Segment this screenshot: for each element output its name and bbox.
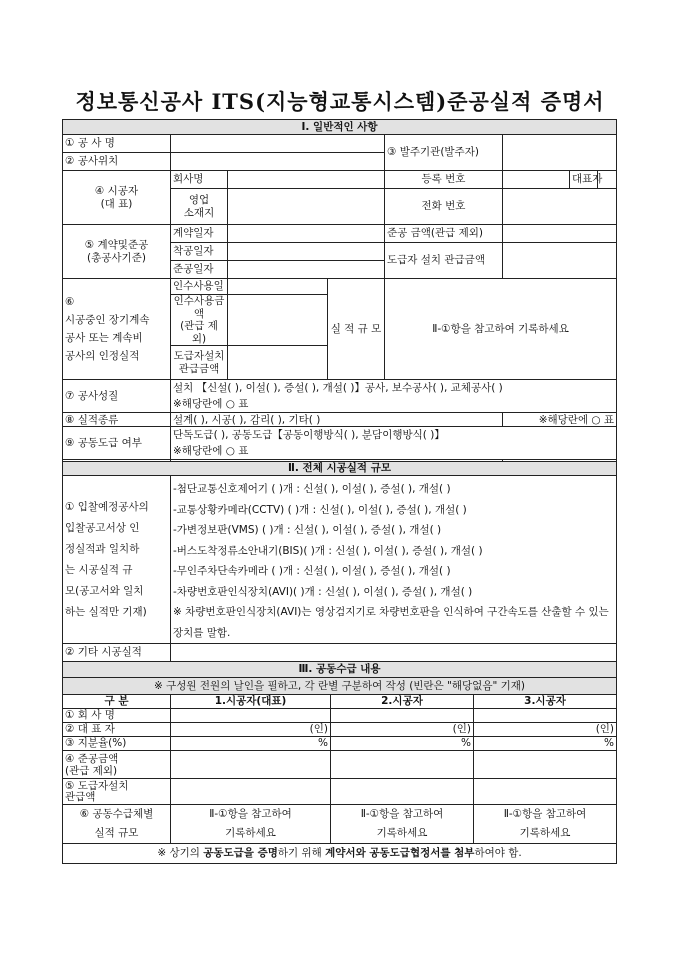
section-3-header: Ⅲ. 공동수급 내용: [63, 662, 617, 678]
jv-scale-note-3: Ⅱ-①항을 참고하여 기록하세요: [474, 805, 617, 844]
representative-label: 대표자: [570, 171, 598, 189]
acceptance-date-label: 인수사용일: [171, 279, 228, 295]
jv-share-2[interactable]: %: [331, 737, 474, 751]
footnote-middle: 하기 위해: [277, 847, 326, 860]
gov-supply-amount-label: 도급자 설치 관급금액: [385, 243, 503, 279]
contract-date-field[interactable]: [228, 225, 385, 243]
construction-nature-note: ※해당란에 ○ 표: [173, 398, 249, 411]
avi-definition-note: ※ 차량번호판인식장치(AVI)는 영상검지기로 차량번호판을 인식하여 구간속도를 산출할 수 있는 장치를 말함.: [173, 606, 609, 639]
phone-number-field[interactable]: [503, 189, 617, 225]
item-traffic-signal-controller: -첨단교통신호제어기 ( )개 : 신설( ), 이설( ), 증설( ), 개설( ): [173, 483, 451, 495]
division-header: 구 분: [63, 695, 171, 709]
jv-seal-3[interactable]: (인): [474, 723, 617, 737]
section-3-subnote: ※ 구성원 전원의 날인을 필하고, 각 란별 구분하여 작성 (빈란은 "해당없음" 기재): [63, 678, 617, 695]
contractor-label: ④ 시공자 (대 표): [63, 171, 171, 225]
jv-gov-2[interactable]: [331, 779, 474, 805]
gov-supply-amount-field[interactable]: [503, 243, 617, 279]
start-date-field[interactable]: [228, 243, 385, 261]
completion-amount-field[interactable]: [503, 225, 617, 243]
footnote-suffix: 하여야 함.: [474, 847, 522, 860]
page-title: 정보통신공사 ITS(지능형교통시스템)준공실적 증명서: [75, 89, 605, 114]
item-traffic-cctv: -교통상황카메라(CCTV) ( )개 : 신설( ), 이설( ), 증설( ), 개설( ): [173, 503, 467, 516]
acceptance-amount-field[interactable]: [228, 295, 328, 346]
item-avi: -차량번호판인식장치(AVI)( )개 : 신설( ), 이설( ), 증설( ), 개설( ): [173, 585, 473, 598]
project-name-field[interactable]: [171, 135, 385, 153]
jv-scale-label: ⑥ 공동수급체별 실적 규모: [63, 805, 171, 844]
qualifying-scale-field[interactable]: [171, 476, 617, 644]
long-term-project-label: ⑥ 시공중인 장기계속 공사 또는 계속비 공사의 인정실적: [63, 279, 171, 380]
office-address-field[interactable]: [228, 189, 385, 225]
end-date-label: 준공일자: [171, 261, 228, 279]
end-date-field[interactable]: [228, 261, 385, 279]
jv-scale-note-1: Ⅱ-①항을 참고하여 기록하세요: [171, 805, 331, 844]
acceptance-amount-label: 인수사용금액 (관급 제외): [171, 295, 228, 346]
jv-gov-3[interactable]: [474, 779, 617, 805]
column-contractor-1: 1.시공자(대표): [171, 695, 331, 709]
performance-scale-label: 실 적 규 모: [328, 279, 385, 380]
other-scale-label: ② 기타 시공실적: [63, 644, 171, 679]
jv-share-1[interactable]: %: [171, 737, 331, 751]
section-2-header: Ⅱ. 전체 시공실적 규모: [63, 462, 617, 476]
item-bis: -버스도착정류소안내기(BIS)( )개 : 신설( ), 이설( ), 증설( ), 개설( ): [173, 544, 483, 557]
jv-company-field-1[interactable]: [171, 709, 331, 723]
column-contractor-3: 3.시공자: [474, 695, 617, 709]
contract-completion-label: ⑤ 계약및준공 (총공사기준): [63, 225, 171, 279]
jv-seal-1[interactable]: (인): [171, 723, 331, 737]
jv-amount-label: ④ 준공금액 (관급 제외): [63, 751, 171, 779]
completion-amount-label: 준공 금액(관급 제외): [385, 225, 503, 243]
jv-scale-note-2: Ⅱ-①항을 참고하여 기록하세요: [331, 805, 474, 844]
jv-gov-1[interactable]: [171, 779, 331, 805]
performance-scale-table: [62, 461, 617, 679]
client-label: ③ 발주기관(발주자): [385, 135, 503, 171]
jv-seal-2[interactable]: (인): [331, 723, 474, 737]
footnote-bold-1: 공동도급을 증명: [203, 847, 278, 860]
attachment-footnote: [63, 844, 617, 864]
start-date-label: 착공일자: [171, 243, 228, 261]
joint-contract-options: 단독도급( ), 공동도급【공동이행방식( ), 분담이행방식( )】: [173, 429, 445, 442]
qualifying-scale-label: ① 입찰예정공사의 입찰공고서상 인 정실적과 일치하 는 시공실적 규 모(공고서와 일치 하는 실적만 기재): [63, 476, 171, 644]
project-location-field[interactable]: [171, 153, 385, 171]
contractor-gov-amount-label: 도급자설치 관급금액: [171, 346, 228, 380]
jv-company-field-3[interactable]: [474, 709, 617, 723]
registration-number-field[interactable]: [503, 171, 570, 189]
contractor-gov-amount-field[interactable]: [228, 346, 328, 380]
jv-gov-label: ⑤ 도급자설치 관급액: [63, 779, 171, 805]
project-name-label: ① 공 사 명: [63, 135, 171, 153]
jv-share-3[interactable]: %: [474, 737, 617, 751]
construction-nature-label: ⑦ 공사성질: [63, 380, 171, 413]
general-info-table: [62, 119, 617, 474]
jv-rep-label: ② 대 표 자: [63, 723, 171, 737]
performance-type-note: ※해당란에 ○ 표: [503, 413, 617, 427]
jv-amount-1[interactable]: [171, 751, 331, 779]
section-1-header: Ⅰ. 일반적인 사항: [63, 120, 617, 135]
jv-amount-2[interactable]: [331, 751, 474, 779]
construction-nature-options: 설치 【신설( ), 이설( ), 증설( ), 개설( )】공사, 보수공사( ), 교체공사( ): [173, 382, 503, 395]
column-contractor-2: 2.시공자: [331, 695, 474, 709]
company-name-label: 회사명: [171, 171, 228, 189]
joint-venture-table: [62, 661, 617, 864]
joint-contract-note: ※해당란에 ○ 표: [173, 445, 249, 458]
construction-nature-field[interactable]: [171, 380, 617, 413]
footnote-bold-2: 계약서와 공동도급협정서를 첨부: [325, 847, 475, 860]
contract-date-label: 계약일자: [171, 225, 228, 243]
item-parking-camera: -무인주차단속카메라 ( )개 : 신설( ), 이설( ), 증설( ), 개설( ): [173, 565, 451, 577]
jv-amount-3[interactable]: [474, 751, 617, 779]
footnote-prefix: ※ 상기의: [157, 847, 204, 860]
jv-company-field-2[interactable]: [331, 709, 474, 723]
project-location-label: ② 공사위치: [63, 153, 171, 171]
joint-contract-field[interactable]: [171, 427, 617, 460]
jv-share-label: ③ 지분율(%): [63, 737, 171, 751]
acceptance-date-field[interactable]: [228, 279, 328, 295]
performance-scale-note: Ⅱ-①항을 참고하여 기록하세요: [385, 279, 617, 380]
performance-type-label: ⑧ 실적종류: [63, 413, 171, 427]
client-field[interactable]: [503, 135, 617, 171]
phone-number-label: 전화 번호: [385, 189, 503, 225]
company-name-field[interactable]: [228, 171, 385, 189]
joint-contract-label: ⑨ 공동도급 여부: [63, 427, 171, 460]
item-vms: -가변정보판(VMS) ( )개 : 신설( ), 이설( ), 증설( ), 개설( ): [173, 524, 442, 536]
performance-type-options[interactable]: 설계( ), 시공( ), 감리( ), 기타( ): [171, 413, 503, 427]
jv-company-label: ① 회 사 명: [63, 709, 171, 723]
registration-number-label: 등록 번호: [385, 171, 503, 189]
office-address-label: 영업 소재지: [171, 189, 228, 225]
